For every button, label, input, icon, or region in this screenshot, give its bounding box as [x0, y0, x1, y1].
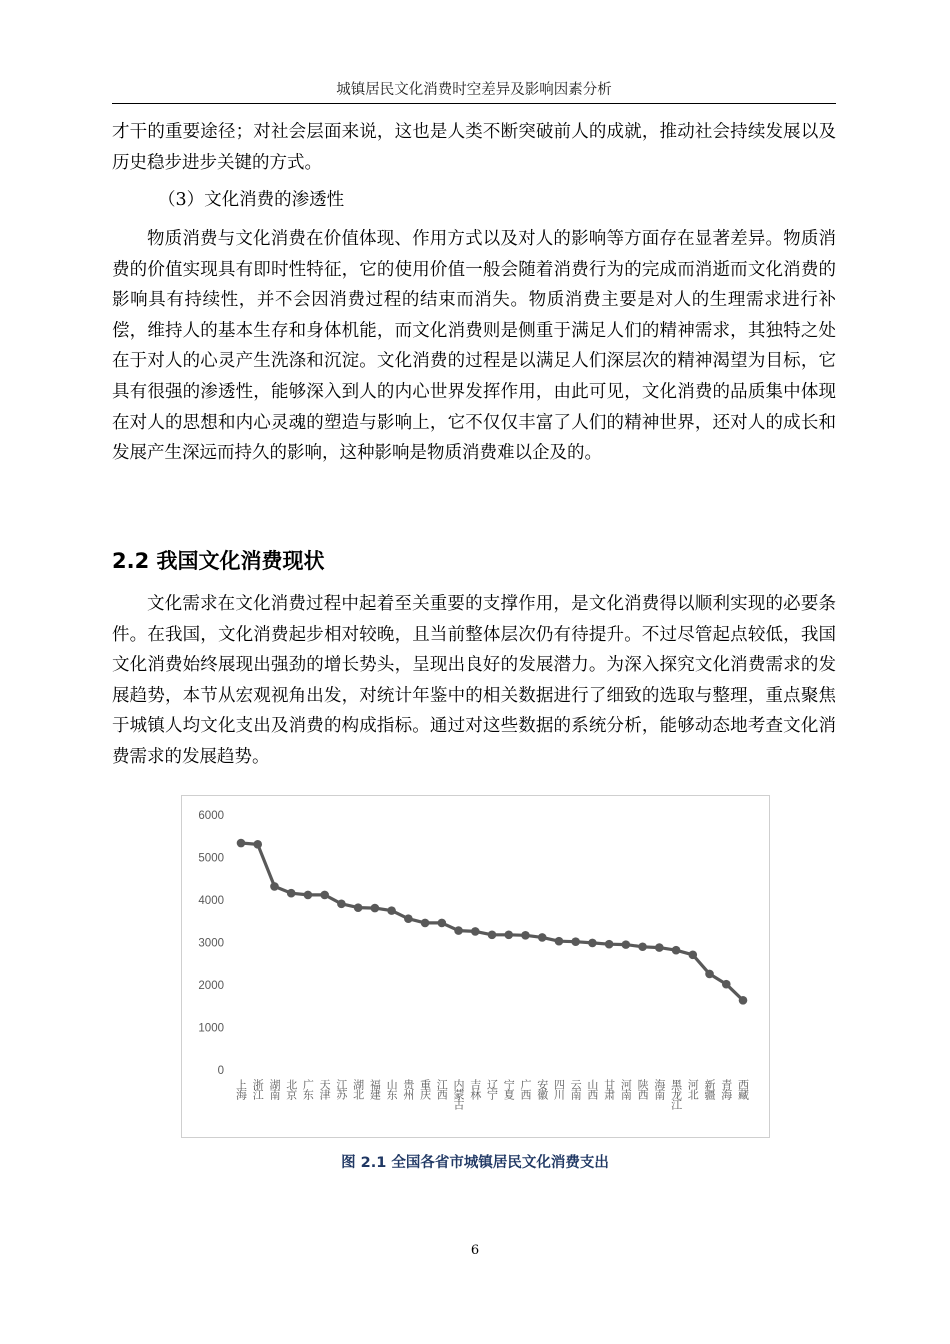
x-tick-label: 四川 — [552, 1079, 566, 1099]
data-point — [588, 939, 597, 948]
sub-heading-permeability: （3）文化消费的渗透性 — [158, 190, 345, 210]
x-tick-label: 宁夏 — [502, 1079, 516, 1099]
data-point — [387, 906, 396, 915]
running-header: 城镇居民文化消费时空差异及影响因素分析 — [336, 82, 612, 98]
data-point — [689, 951, 698, 960]
x-tick-label: 吉林 — [468, 1079, 482, 1099]
header-rule — [112, 103, 836, 104]
data-point — [371, 904, 380, 913]
y-tick-label: 1000 — [198, 1022, 224, 1035]
data-point — [337, 900, 346, 909]
x-tick-label: 山东 — [385, 1079, 399, 1099]
x-tick-label: 海南 — [652, 1079, 666, 1099]
data-point — [237, 839, 246, 848]
data-point — [454, 926, 463, 935]
x-tick-label: 重庆 — [418, 1079, 432, 1099]
x-tick-label: 湖南 — [267, 1079, 281, 1099]
y-tick-label: 2000 — [198, 980, 224, 992]
section-heading: 2.2 我国文化消费现状 — [112, 549, 325, 573]
series-line — [241, 843, 743, 1000]
x-tick-label: 河南 — [619, 1079, 633, 1099]
data-point — [438, 919, 447, 928]
x-tick-label: 黑龙江 — [669, 1079, 683, 1109]
page-number: 6 — [470, 1243, 480, 1258]
x-tick-label: 甘肃 — [602, 1079, 616, 1099]
x-tick-label: 内蒙古 — [452, 1079, 466, 1109]
y-tick-label: 5000 — [198, 852, 224, 865]
x-tick-label: 广东 — [301, 1079, 315, 1099]
y-tick-label: 4000 — [198, 895, 224, 907]
data-point — [504, 931, 513, 940]
data-point — [571, 937, 580, 946]
x-tick-label: 西藏 — [736, 1079, 750, 1099]
paragraph-2: 物质消费与文化消费在价值体现、作用方式以及对人的影响等方面存在显著差异。物质消费的价值实现具有即时性特征，它的使用价值一般会随着消费行为的完成而消逝而文化消费的影响具有持续性，并不会因消费过程的结束而消失。物质消费主要是对人的生理需求进行补偿，维持人的基本生存和身体机能，而文化消费则是侧重于满足人们的精神需求，其独特之处在于对人的心灵产生洗涤和沉淀。文化消费的过程是以满足人们深层次的精神渴望为目标，它具有很强的渗透性，能够深入到人的内心世界发挥作用，由此可见，文化消费的品质集中体现在对人的思想和内心灵魂的塑造与影响上，它不仅仅丰富了人们的精神世界，还对人的成长和发展产生深远而持久的影响，这种影响是物质消费难以企及的。 — [112, 229, 836, 464]
data-point — [705, 970, 714, 979]
x-tick-label: 广西 — [518, 1079, 532, 1099]
x-tick-label: 云南 — [569, 1079, 583, 1099]
data-point — [404, 914, 413, 923]
x-tick-label: 河北 — [686, 1079, 700, 1099]
x-tick-label: 湖北 — [351, 1079, 365, 1099]
x-tick-label: 天津 — [318, 1079, 332, 1099]
data-point — [320, 891, 329, 900]
data-point — [304, 891, 313, 900]
x-tick-label: 北京 — [284, 1079, 298, 1099]
data-point — [538, 933, 547, 942]
x-tick-label: 上海 — [234, 1079, 248, 1099]
data-point — [488, 931, 497, 940]
y-tick-label: 6000 — [198, 810, 224, 822]
x-tick-label: 江苏 — [334, 1079, 348, 1099]
data-point — [471, 927, 480, 936]
x-tick-label: 陕西 — [636, 1079, 650, 1099]
paragraph-3: 文化需求在文化消费过程中起着至关重要的支撑作用，是文化消费得以顺利实现的必要条件。在我国，文化消费起步相对较晚，且当前整体层次仍有待提升。不过尽管起点较低，我国文化消费始终展现出强劲的增长势头，呈现出良好的发展潜力。为深入探究文化消费需求的发展趋势，本节从宏观视角出发，对统计年鉴中的相关数据进行了细致的选取与整理，重点聚焦于城镇人均文化支出及消费的构成指标。通过对这些数据的系统分析，能够动态地考查文化消费需求的发展趋势。 — [112, 594, 836, 767]
figure-caption: 图 2.1 全国各省市城镇居民文化消费支出 — [341, 1155, 609, 1171]
x-tick-label: 江西 — [435, 1079, 449, 1099]
x-tick-label: 辽宁 — [485, 1079, 499, 1099]
data-point — [354, 903, 363, 912]
data-point — [605, 940, 614, 949]
data-point — [253, 840, 262, 849]
data-point — [421, 919, 430, 928]
paragraph-1: 才干的重要途径；对社会层面来说，这也是人类不断突破前人的成就，推动社会持续发展以及历史稳步进步关键的方式。 — [112, 122, 836, 173]
line-chart — [182, 796, 769, 1137]
y-tick-label: 0 — [217, 1065, 224, 1077]
data-point — [655, 943, 664, 952]
data-point — [672, 946, 681, 955]
data-point — [739, 996, 748, 1005]
x-tick-label: 贵州 — [401, 1079, 415, 1099]
x-tick-label: 福建 — [368, 1079, 382, 1099]
x-tick-label: 新疆 — [703, 1079, 717, 1099]
chart-container — [181, 795, 770, 1138]
data-point — [270, 882, 279, 891]
data-point — [521, 931, 530, 940]
x-tick-label: 青海 — [719, 1079, 733, 1099]
data-point — [287, 889, 296, 898]
x-tick-label: 浙江 — [251, 1079, 265, 1099]
x-tick-label: 安徽 — [535, 1079, 549, 1099]
y-tick-label: 3000 — [198, 937, 224, 950]
data-point — [555, 937, 564, 946]
data-point — [638, 942, 647, 951]
data-point — [622, 940, 631, 949]
x-tick-label: 山西 — [585, 1079, 599, 1099]
data-point — [722, 980, 731, 989]
